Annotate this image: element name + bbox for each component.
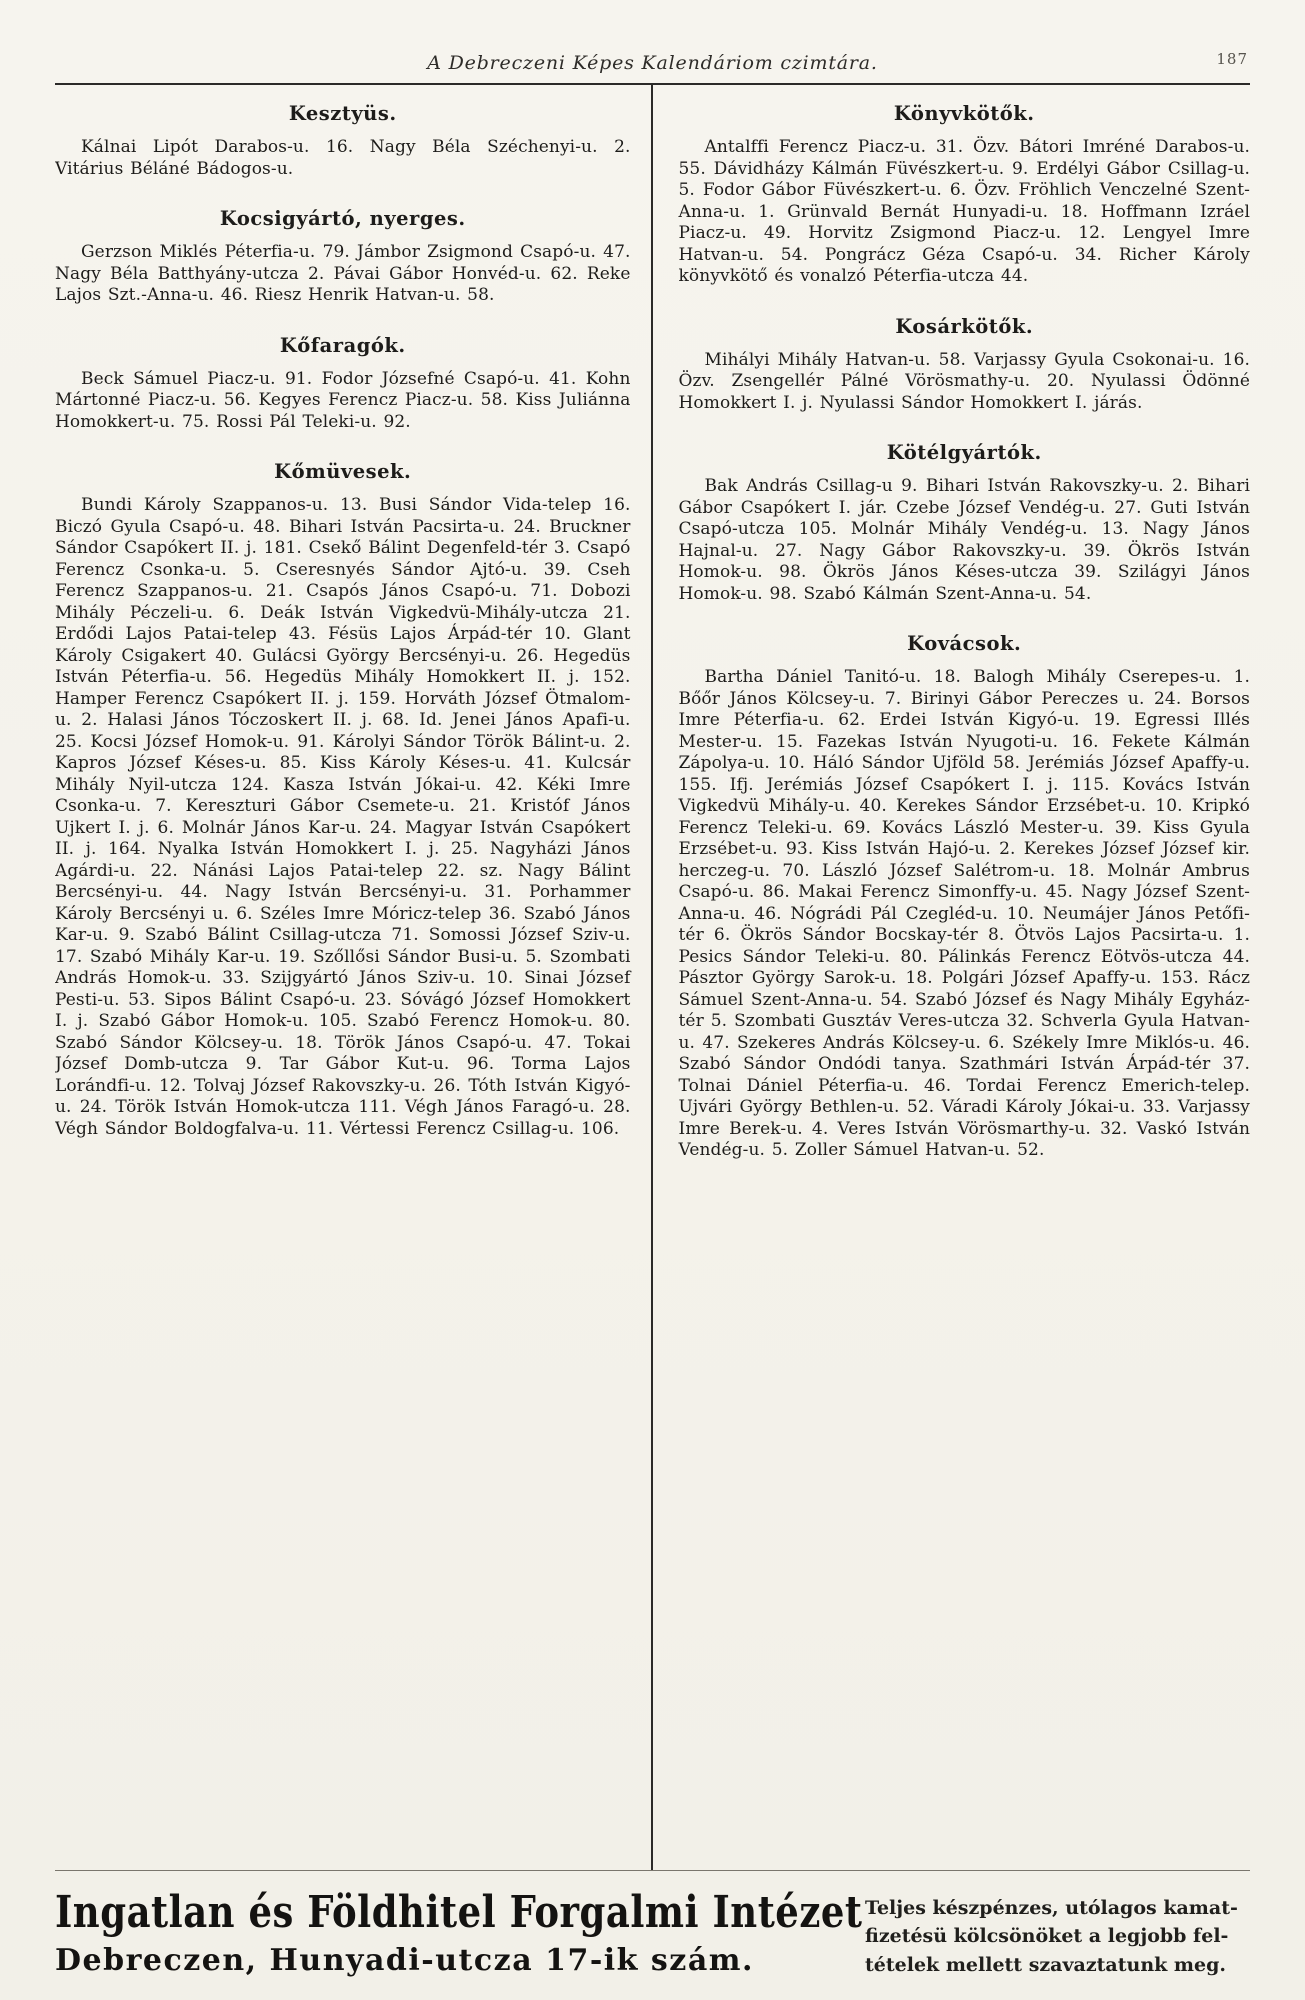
section-heading: Kötélgyártók. (886, 441, 1042, 464)
section-body: Beck Sámuel Piacz-u. 91. Fodor Józsefné Csapó-u. 41. Kohn Mártonné Piacz-u. 56. Kegyes Ferencz Piacz-u. 58. Kiss Juliánna Homokkert-u. 75. Rossi Pál Teleki-u. 92. (55, 368, 631, 432)
advert-company-name: Ingatlan és Földhitel Forgalmi Intézet (55, 1884, 863, 1938)
directory-columns (55, 85, 1250, 1870)
section-heading: Kőmüvesek. (274, 460, 412, 483)
section-heading: Kovácsok. (907, 632, 1022, 655)
trade-section-kocsigyarto (55, 207, 631, 307)
section-heading: Kosárkötők. (895, 314, 1034, 338)
section-body: Bartha Dániel Tanitó-u. 18. Balogh Mihály Cserepes-u. 1. Bőőr János Kölcsey-u. 7. Birinyi Gábor Pereczes u. 24. Borsos Imre Péterfia-u. 62. Erdei István Kigyó-u. 19. Egressi Illés Mester-u. 15. Fazekas István Nyugoti-u. 16. Fekete Kálmán Zápolya-u. 10. Háló Sándor Ujföld 58. Jerémiás József Apaffy-u. 155. Ifj. Jerémiás József Csapókert I. j. 115. Kovács István Vigkedvü Mihály-u. 40. Kerekes Sándor Erzsébet-u. 10. Kripkó Ferencz Teleki-u. 69. Kovács László Mester-u. 39. Kiss Gyula Erzsébet-u. 93. Kiss István Hajó-u. 2. Kerekes József József kir. herczeg-u. 70. László József Salétrom-u. 18. Molnár Ambrus Csapó-u. 86. Makai Ferencz Simonffy-u. 45. Nagy József Szent-Anna-u. 46. Nógrádi Pál Czegléd-u. 10. Neumájer János Petőfi-tér 6. Ökrös Sándor Bocskay-tér 8. Ötvös Lajos Pacsirta-u. 1. Pesics Sándor Teleki-u. 80. Pálinkás Ferencz Eötvös-utcza 44. Pásztor György Sarok-u. 18. Polgári József Apaffy-u. 153. Rácz Sámuel Szent-Anna-u. 54. Szabó József és Nagy Mihály Egyház-tér 5. Szombati Gusztáv Veres-utcza 32. Schverla Gyula Hatvan-u. 47. Szekeres András Kölcsey-u. 6. Székely Imre Miklós-u. 46. Szabó Sándor Ondódi tanya. Szathmári István Árpád-tér 37. Tolnai Dániel Péterfia-u. 46. Tordai Ferencz Emerich-telep. Ujvári György Bethlen-u. 52. Váradi Károly Jókai-u. 33. Varjassy Imre Berek-u. 4. Veres István Vörösmarthy-u. 32. Vaskó István Vendég-u. 5. Zoller Sámuel Hatvan-u. 52. (678, 667, 1250, 1160)
page-number: 187 (1216, 50, 1248, 68)
advert-main (55, 1884, 863, 1979)
right-column (653, 85, 1251, 1870)
section-heading: Kocsigyártó, nyerges. (219, 207, 466, 230)
section-heading: Kesztyüs. (288, 102, 397, 125)
advert-offer-line: tételek mellett szavaztatunk meg. (865, 1953, 1226, 1976)
trade-section-kofaragok (55, 334, 631, 434)
left-column (55, 85, 653, 1870)
section-body: Bak András Csillag-u 9. Bihari István Rakovszky-u. 2. Bihari Gábor Csapókert I. jár. Czebe József Vendég-u. 27. Guti István Csapó-utcza 105. Molnár Mihály Vendég-u. 13. Nagy János Hajnal-u. 27. Nagy Gábor Rakovszky-u. 39. Ökrös István Homok-u. 98. Ökrös János Késes-utcza 39. Szilágyi János Homok-u. 98. Szabó Kálmán Szent-Anna-u. 54. (678, 476, 1250, 604)
trade-section-kovacsok (679, 632, 1251, 1162)
section-body: Kálnai Lipót Darabos-u. 16. Nagy Béla Széchenyi-u. 2. Vitárius Béláné Bádogos-u. (55, 137, 631, 179)
advert-offer-line: fizetésü kölcsönöket a legjobb fel- (865, 1925, 1229, 1948)
running-head (55, 52, 1250, 85)
trade-section-kesztyus (55, 102, 631, 180)
advert-address: Debreczen, Hunyadi-utcza 17-ik szám. (55, 1943, 754, 1979)
page-title: A Debreczeni Képes Kalendáriom czimtára. (427, 52, 878, 74)
section-body: Gerzson Miklés Péterfia-u. 79. Jámbor Zsigmond Csapó-u. 47. Nagy Béla Batthyány-utcza 2. Pávai Gábor Honvéd-u. 62. Reke Lajos Szt.-Anna-u. 46. Riesz Henrik Hatvan-u. 58. (55, 242, 631, 305)
advert-offer-line: Teljes készpénzes, utólagos kamat- (865, 1896, 1238, 1919)
section-heading: Kőfaragók. (279, 333, 406, 357)
section-body: Mihályi Mihály Hatvan-u. 58. Varjassy Gyula Csokonai-u. 16. Özv. Zsengellér Pálné Vörösmathy-u. 20. Nyulassi Ödönné Homokkert I. j. Nyulassi Sándor Homokkert I. járás. (678, 349, 1250, 413)
trade-section-konyvkotok (679, 102, 1251, 288)
advert-offer-text (865, 1894, 1250, 1980)
section-body: Bundi Károly Szappanos-u. 13. Busi Sándor Vida-telep 16. Biczó Gyula Csapó-u. 48. Bihari István Pacsirta-u. 24. Bruckner Sándor Csapókert II. j. 181. Csekő Bálint Degenfeld-tér 3. Csapó Ferencz Csonka-u. 5. Cseresnyés Sándor Ajtó-u. 39. Cseh Ferencz Szappanos-u. 21. Csapós János Csapó-u. 71. Dobozi Mihály Péczeli-u. 6. Deák István Vigkedvü-Mihály-utcza 21. Erdődi Lajos Patai-telep 43. Fésüs Lajos Árpád-tér 10. Glant Károly Csigakert 40. Gulácsi György Bercsényi-u. 26. Hegedüs István Péterfia-u. 56. Hegedüs Mihály Homokkert II. j. 152. Hamper Ferencz Csapókert II. j. 159. Horváth József Ötmalom-u. 2. Halasi János Tóczoskert II. j. 68. Id. Jenei János Apafi-u. 25. Kocsi József Homok-u. 91. Károlyi Sándor Török Bálint-u. 2. Kapros József Késes-u. 85. Kiss Károly Késes-u. 41. Kulcsár Mihály Nyil-utcza 124. Kasza István Jókai-u. 42. Kéki Imre Csonka-u. 7. Kereszturi Gábor Csemete-u. 21. Kristóf János Ujkert I. j. 6. Molnár János Kar-u. 24. Magyar István Csapókert II. j. 164. Nyalka István Homokkert I. j. 25. Nagyházi János Agárdi-u. 22. Nánási Lajos Patai-telep 22. sz. Nagy Bálint Bercsényi-u. 44. Nagy István Bercsényi-u. 31. Porhammer Károly Bercsényi u. 6. Széles Imre Móricz-telep 36. Szabó János Kar-u. 9. Szabó Bálint Csillag-utcza 71. Somossi József Sziv-u. 17. Szabó Mihály Kar-u. 19. Szőllősi Sándor Busi-u. 5. Szombati András Homok-u. 33. Szijgyártó János Sziv-u. 10. Sinai József Pesti-u. 53. Sipos Bálint Csapó-u. 23. Sóvágó József Homokkert I. j. Szabó Gábor Homok-u. 105. Szabó Ferencz Homok-u. 80. Szabó Sándor Kölcsey-u. 18. Török János Csapó-u. 47. Tokai József Domb-utcza 9. Tar Gábor Kut-u. 96. Torma Lajos Lorándfi-u. 12. Tolvaj József Rakovszky-u. 26. Tóth István Kigyó-u. 24. Török István Homok-utcza 111. Végh János Faragó-u. 28. Végh Sándor Boldogfalva-u. 11. Vértessi Ferencz Csillag-u. 106. (55, 495, 631, 1139)
trade-section-kotelgyartok (679, 441, 1251, 605)
advertisement (55, 1870, 1250, 2000)
section-body: Antalffi Ferencz Piacz-u. 31. Özv. Bátori Imréné Darabos-u. 55. Dávidházy Kálmán Füvészkert-u. 9. Erdélyi Gábor Csillag-u. 5. Fodor Gábor Füvészkert-u. 6. Özv. Fröhlich Venczelné Szent-Anna-u. 1. Grünvald Bernát Hunyadi-u. 18. Hoffmann Izráel Piacz-u. 49. Horvitz Zsigmond Piacz-u. 12. Lengyel Imre Hatvan-u. 54. Pongrácz Géza Csapó-u. 34. Richer Károly könyvkötő és vonalzó Péterfia-utcza 44. (678, 137, 1250, 286)
section-heading: Könyvkötők. (893, 102, 1035, 125)
trade-section-komuvesek (55, 460, 631, 1140)
trade-section-kosarkotok (679, 315, 1251, 415)
